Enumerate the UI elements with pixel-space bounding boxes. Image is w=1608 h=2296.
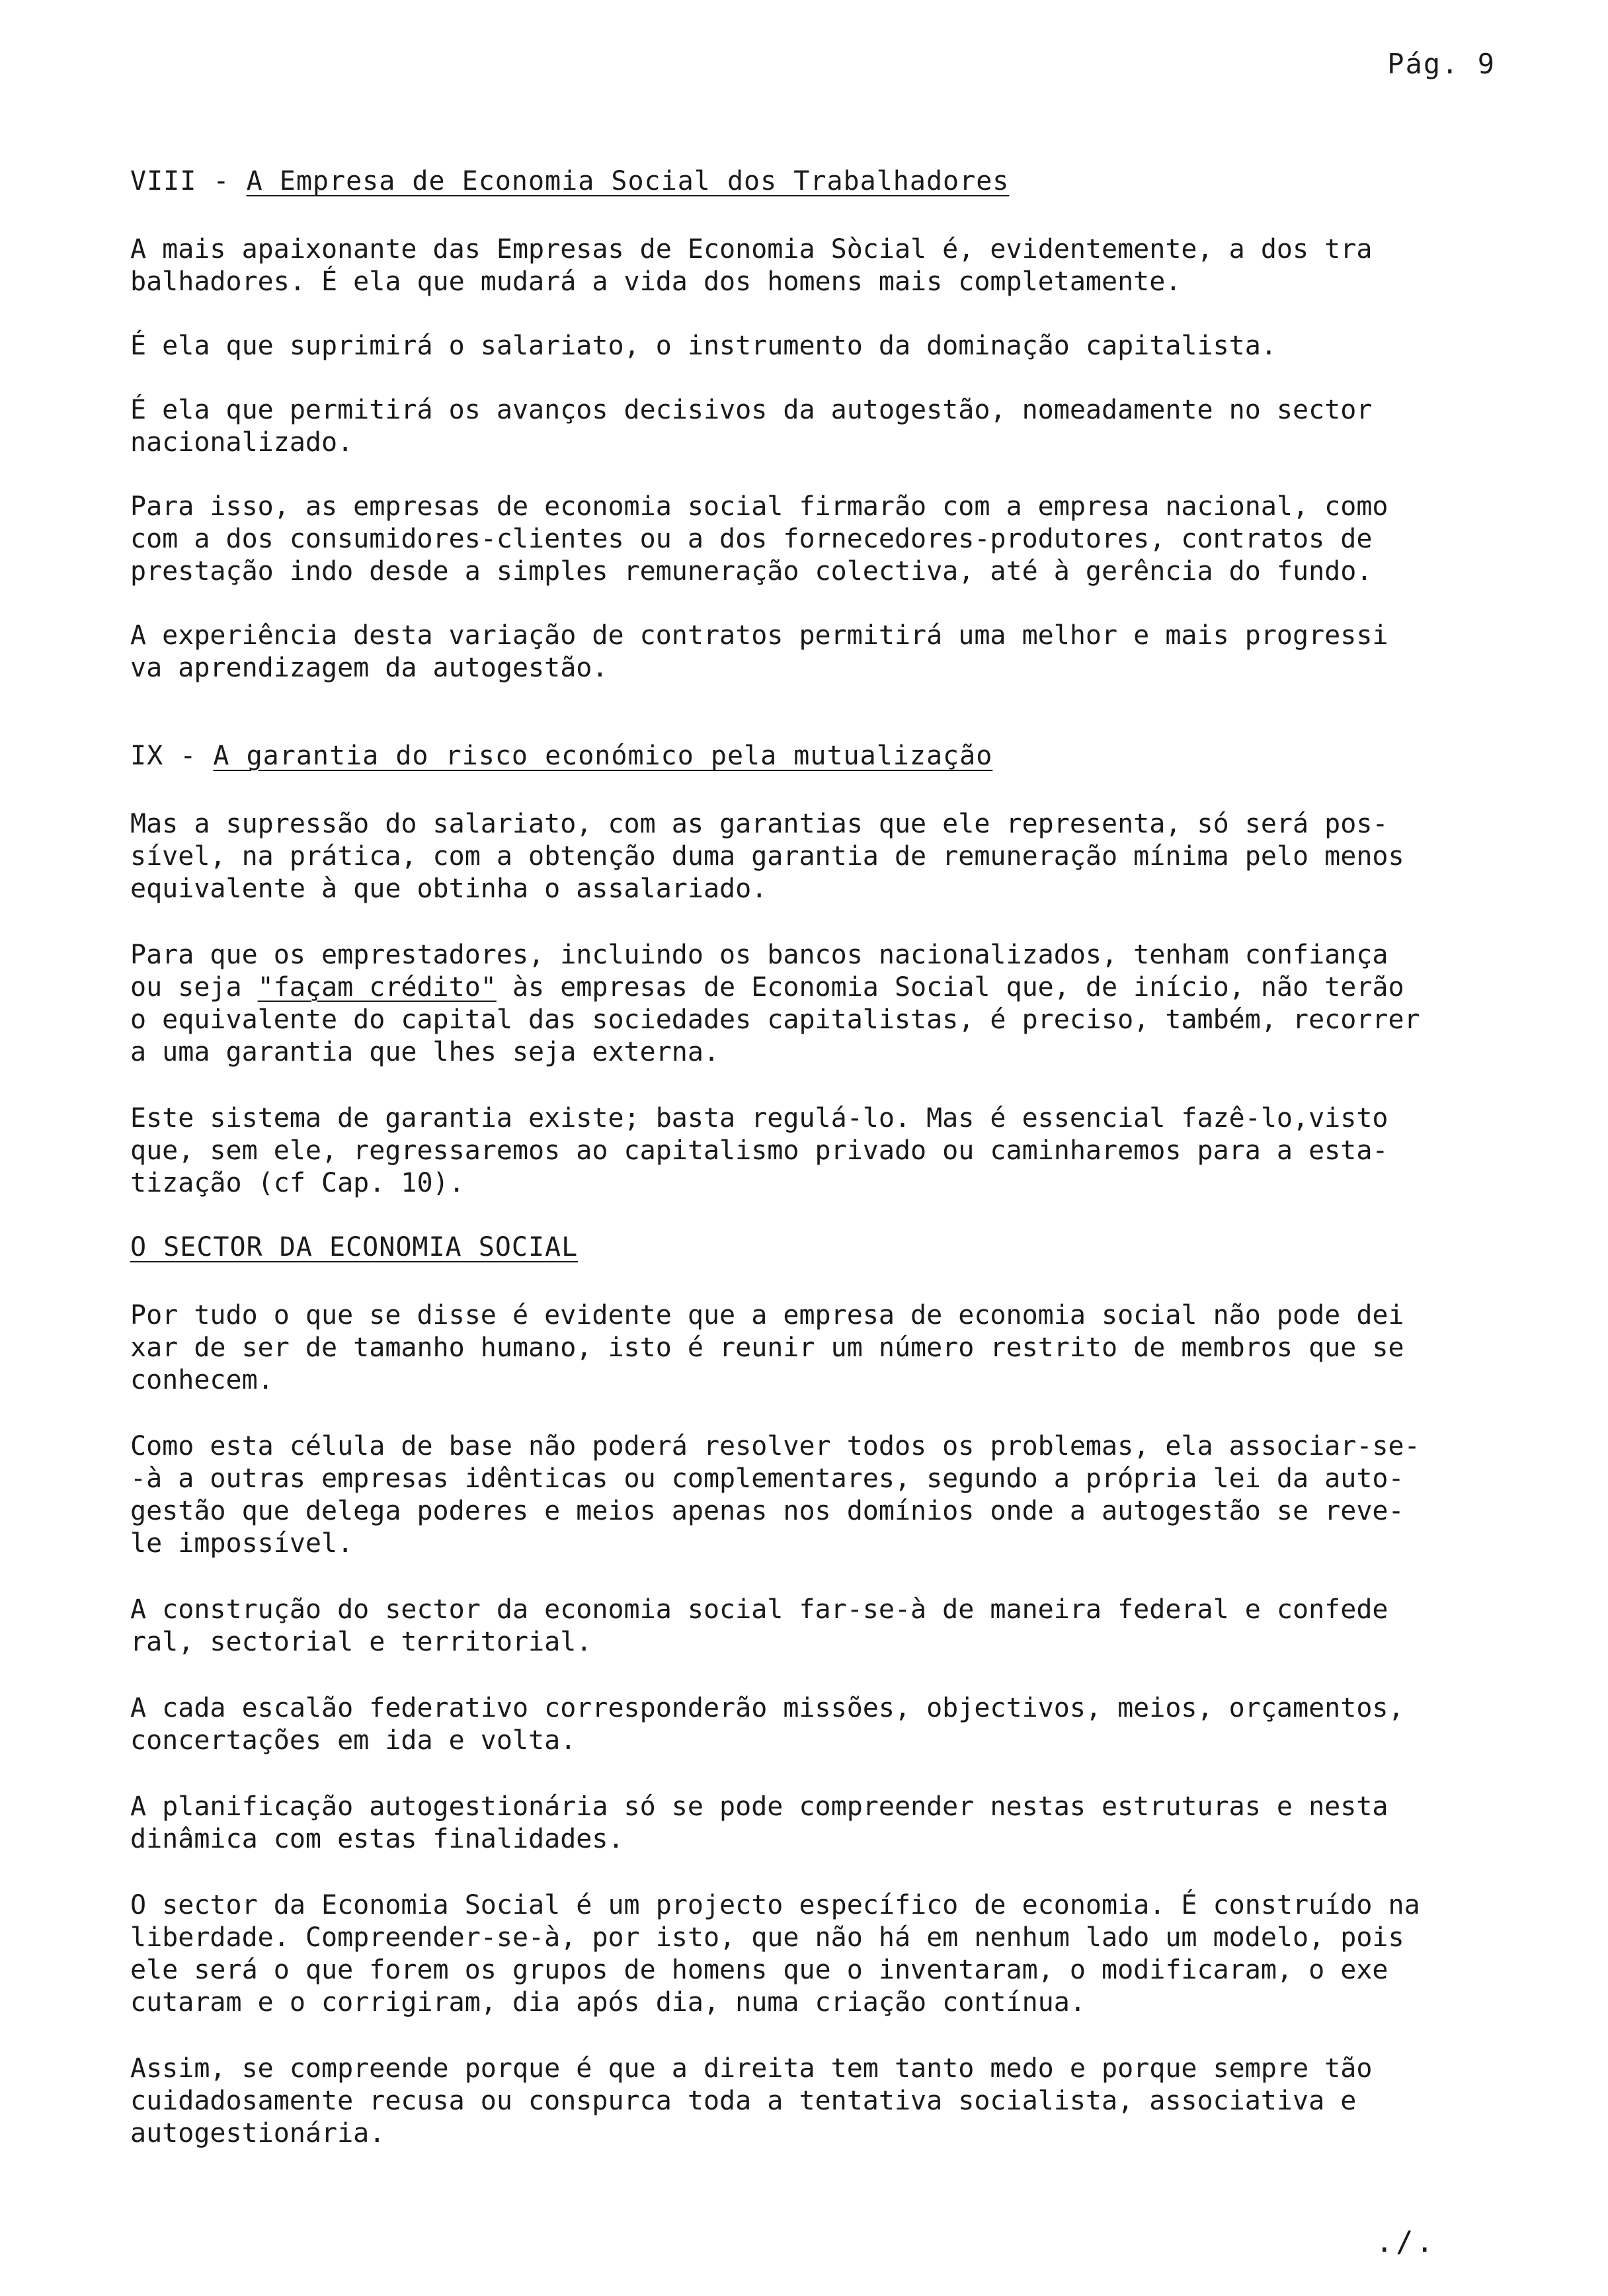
section-heading-viii — [130, 165, 1472, 198]
section-title: A garantia do risco económico pela mutualização — [213, 741, 993, 771]
section-title: A Empresa de Economia Social dos Trabalhadores — [246, 166, 1010, 196]
section-title: O SECTOR DA ECONOMIA SOCIAL — [130, 1232, 579, 1262]
paragraph-credit — [130, 939, 1472, 1069]
paragraph: Como esta célula de base não poderá resolver todos os problemas, ela associar-se- -à a outras empresas idênticas ou complementares, segundo a própria lei da auto- gestão que delega poderes e meios apenas nos domínios onde a autogestão se reve- le impossível. — [130, 1431, 1420, 1559]
paragraph: Por tudo o que se disse é evidente que a empresa de economia social não pode dei xar de ser de tamanho humano, isto é reunir um número restrito de membros que se conhecem. — [130, 1300, 1404, 1395]
section-number: VIII - — [130, 166, 247, 196]
paragraph-text: Para que os emprestadores, incluindo os bancos nacionalizados, tenham confiança ou seja — [130, 940, 1388, 1003]
underlined-phrase: "façam crédito" — [257, 972, 497, 1003]
paragraph: A experiência desta variação de contratos permitirá uma melhor e mais progressi va aprendizagem da autogestão. — [130, 620, 1388, 683]
page-number: Pág. 9 — [1387, 48, 1496, 80]
paragraph: A mais apaixonante das Empresas de Economia Sòcial é, evidentemente, a dos tra balhadores. É ela que mudará a vida dos homens mais completamente. — [130, 234, 1373, 297]
continuation-mark: ./. — [1375, 2225, 1436, 2259]
paragraph: O sector da Economia Social é um projecto específico de economia. É construído na liberdade. Compreender-se-à, por isto, que não há em nenhum lado um modelo, pois ele será o que forem os grupos de homens que o inventaram, o modificaram, o exe cutaram e o corrigiram, dia após dia, numa criação contínua. — [130, 1890, 1420, 2018]
paragraph: Este sistema de garantia existe; basta regulá-lo. Mas é essencial fazê-lo,visto que, sem ele, regressaremos ao capitalismo privado ou caminharemos para a esta- tização (cf Cap. 10). — [130, 1103, 1388, 1198]
paragraph: A construção do sector da economia social far-se-à de maneira federal e confede ral, sectorial e territorial. — [130, 1594, 1388, 1657]
paragraph: Assim, se compreende porque é que a direita tem tanto medo e porque sempre tão cuidadosamente recusa ou conspurca toda a tentativa socialista, associativa e autogestionária. — [130, 2053, 1373, 2149]
section-number: IX - — [130, 741, 214, 771]
paragraph: É ela que suprimirá o salariato, o instrumento da dominação capitalista. — [130, 331, 1277, 361]
paragraph: Para isso, as empresas de economia social firmarão com a empresa nacional, como com a dos consumidores-clientes ou a dos fornecedores-produtores, contratos de prestação indo desde a simples remuneração colectiva, até à gerência do fundo. — [130, 491, 1388, 587]
paragraph-text: às empresas de Economia Social que, de início, não terão o equivalente do capital das sociedades capitalistas, é preciso, também, recorrer a uma garantia que lhes seja externa. — [130, 972, 1420, 1067]
paragraph: A planificação autogestionária só se pode compreender nestas estruturas e nesta dinâmica com estas finalidades. — [130, 1791, 1388, 1854]
paragraph: A cada escalão federativo corresponderão missões, objectivos, meios, orçamentos, concertações em ida e volta. — [130, 1693, 1404, 1756]
paragraph: Mas a supressão do salariato, com as garantias que ele representa, só será pos- sível, na prática, com a obtenção duma garantia de remuneração mínima pelo menos equivalente à que obtinha o assalariado. — [130, 809, 1404, 904]
section-heading-sector — [130, 1231, 1472, 1264]
page-body — [130, 165, 1472, 2184]
section-heading-ix — [130, 740, 1472, 772]
paragraph: É ela que permitirá os avanços decisivos da autogestão, nomeadamente no sector nacionalizado. — [130, 395, 1373, 458]
